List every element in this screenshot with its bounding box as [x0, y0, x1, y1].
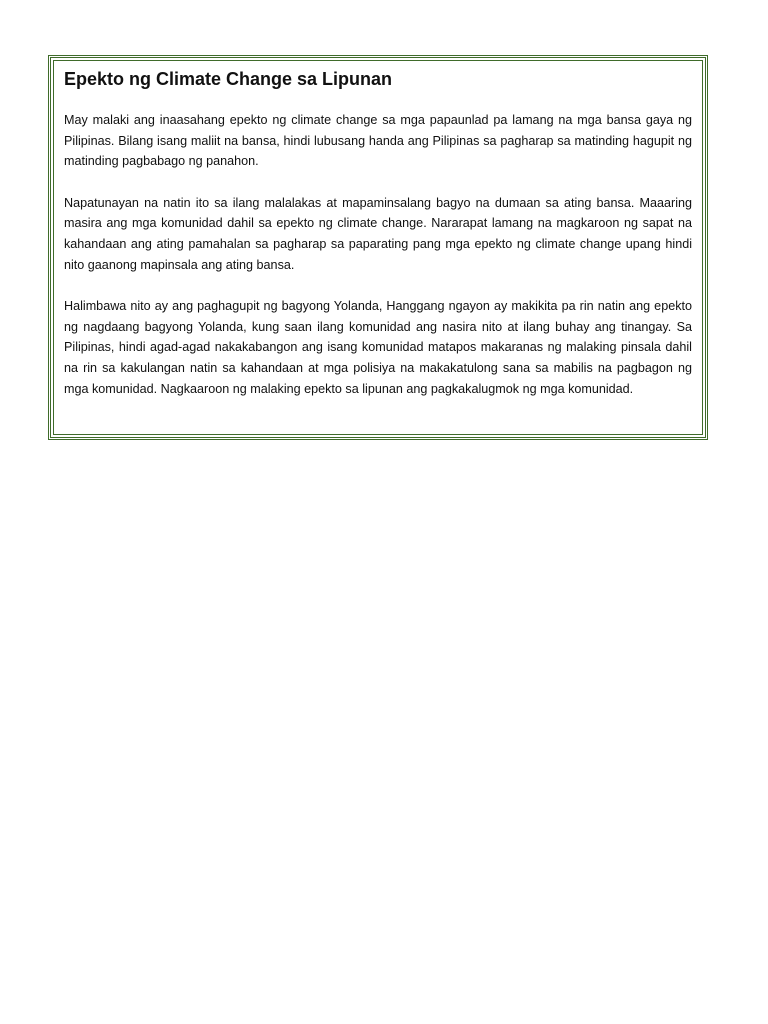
paragraph-1: May malaki ang inaasahang epekto ng climate change sa mga papaunlad pa lamang na mga bansa gaya ng Pilipinas. Bilang isang maliit na bansa, hindi lubusang handa ang Pilipinas sa pagharap sa matinding hagupit ng matinding pagbabago ng panahon. [64, 113, 692, 169]
paragraph-3: Halimbawa nito ay ang paghagupit ng bagyong Yolanda, Hanggang ngayon ay makikita pa rin natin ang epekto ng nagdaang bagyong Yolanda, kung saan ilang komunidad ang nasira nito at ilang buhay ang tinangay. Sa Pilipinas, hindi agad-agad nakakabangon ang isang komunidad matapos makaranas ng malaking pinsala dahil na rin sa kakulangan natin sa kahandaan at mga polisiya na makakatulong sana sa mabilis na pagbagon ng mga komunidad. Nagkaaroon ng malaking epekto sa lipunan ang pagkakalugmok ng mga komunidad. [64, 299, 692, 396]
paragraph-2: Napatunayan na natin ito sa ilang malalakas at mapaminsalang bagyo na dumaan sa ating bansa. Maaaring masira ang mga komunidad dahil sa epekto ng climate change. Nararapat lamang na magkaroon ng sapat na kahandaan ang ating pamahalan sa pagharap sa paparating pang mga epekto ng climate change upang hindi nito gaanong mapinsala ang ating bansa. [64, 195, 692, 272]
bordered-text-box [48, 55, 708, 440]
document-title: Epekto ng Climate Change sa Lipunan [64, 69, 393, 89]
